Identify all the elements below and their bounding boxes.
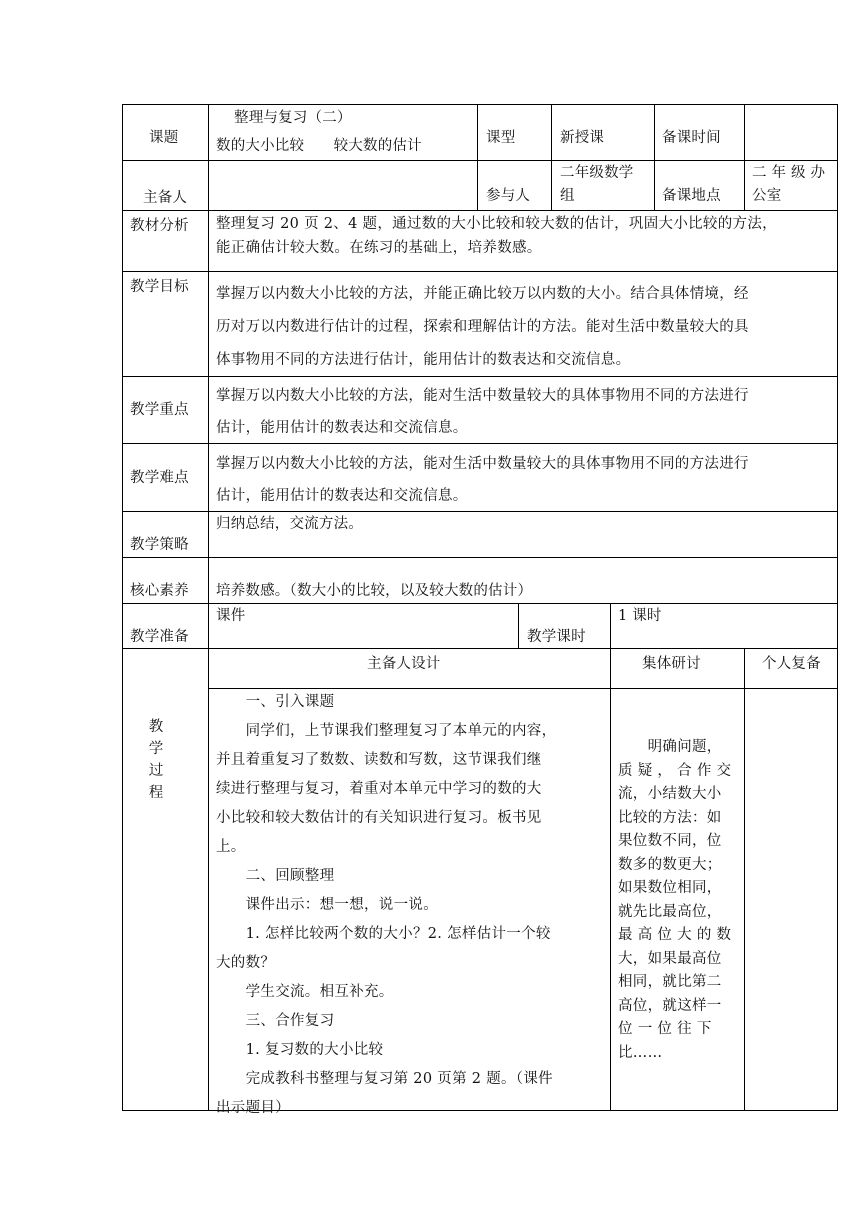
process-label-char: 教 xyxy=(148,719,164,735)
text-line: 流，小结数大小 xyxy=(618,786,722,802)
col-divider xyxy=(610,648,611,1111)
suyang-label: 核心素养 xyxy=(130,583,189,599)
text-line: 数多的数更大； xyxy=(618,856,722,873)
text-line: 大的数？ xyxy=(216,955,276,971)
text-line: 能正确估计较大数。在练习的基础上，培养数感。 xyxy=(216,240,542,256)
mubiao-text xyxy=(216,278,749,377)
main-design-text xyxy=(216,688,556,1123)
text-line: 高位，就这样一 xyxy=(618,997,722,1014)
text-line: 质 疑 ， 合 作 交 xyxy=(618,762,732,779)
text-line: 果位数不同，位 xyxy=(618,833,722,849)
jiaocai-label: 教材分析 xyxy=(130,218,189,234)
zhongdian-label: 教学重点 xyxy=(130,402,189,418)
text-line: 学生交流。相互补充。 xyxy=(216,984,394,1000)
process-label xyxy=(146,716,166,804)
label-column-divider xyxy=(208,104,209,1111)
text-line: 明确问题， xyxy=(618,739,722,755)
row-divider xyxy=(122,557,838,558)
text-line: 课件出示：想一想，说一说。 xyxy=(216,897,438,913)
mubiao-label: 教学目标 xyxy=(130,279,189,295)
text-line: 比…… xyxy=(618,1044,663,1061)
col-personal-header: 个人复备 xyxy=(762,656,821,672)
beike-place-value-line2: 公室 xyxy=(752,188,782,204)
beike-place-value-line1: 二 年 级 办 xyxy=(752,165,826,181)
kexing-label: 课型 xyxy=(486,130,516,146)
keti-value-line2: 数的大小比较 较大数的估计 xyxy=(216,138,422,154)
text-line: 掌握万以内数大小比较的方法，并能正确比较万以内数的大小。结合具体情境，经 xyxy=(216,286,749,302)
keshi-label: 教学课时 xyxy=(527,629,586,645)
col-divider xyxy=(744,648,745,1111)
text-line: 出示题目） xyxy=(216,1100,290,1116)
beike-place-label: 备课地点 xyxy=(662,188,721,204)
nandian-label: 教学难点 xyxy=(130,470,189,486)
zhunbei-value: 课件 xyxy=(216,608,246,624)
process-label-char: 过 xyxy=(148,763,164,779)
text-line: 估计，能用估计的数表达和交流信息。 xyxy=(216,420,468,436)
text-line: 同学们，上节课我们整理复习了本单元的内容， xyxy=(216,723,557,739)
jiaocai-text xyxy=(216,212,777,260)
text-line: 估计，能用估计的数表达和交流信息。 xyxy=(216,488,468,504)
table-border-right xyxy=(837,104,838,1111)
table-border-left xyxy=(122,104,123,1111)
beike-time-label: 备课时间 xyxy=(662,130,721,146)
text-line: 二、回顾整理 xyxy=(216,868,335,884)
text-line: 如果数位相同， xyxy=(618,880,722,896)
celue-label: 教学策略 xyxy=(130,537,189,553)
col-divider xyxy=(610,603,611,649)
text-line: 1. 怎样比较两个数的大小？2. 怎样估计一个较 xyxy=(216,926,551,942)
text-line: 完成教科书整理与复习第 20 页第 2 题。（课件 xyxy=(216,1071,553,1087)
zhunbei-label: 教学准备 xyxy=(130,629,189,645)
text-line: 相同，就比第二 xyxy=(618,974,722,990)
text-line: 小比较和较大数估计的有关知识进行复习。板书见 xyxy=(216,810,542,826)
text-line: 最 高 位 大 的 数 xyxy=(618,927,732,943)
celue-value: 归纳总结，交流方法。 xyxy=(216,516,363,532)
col-divider xyxy=(518,603,519,649)
process-label-char: 学 xyxy=(148,741,164,757)
text-line: 掌握万以内数大小比较的方法，能对生活中数量较大的具体事物用不同的方法进行 xyxy=(216,456,749,472)
text-line: 历对万以内数进行估计的过程，探索和理解估计的方法。能对生活中数量较大的具 xyxy=(216,319,749,335)
keti-value-line1: 整理与复习（二） xyxy=(234,110,352,126)
col-divider xyxy=(744,104,745,211)
row-divider xyxy=(122,210,838,211)
row-divider xyxy=(122,648,838,649)
col-divider xyxy=(551,104,552,211)
row-divider xyxy=(122,271,838,272)
canyuren-value-line1: 二年级数学 xyxy=(560,165,634,181)
kexing-value: 新授课 xyxy=(560,130,605,146)
text-line: 体事物用不同的方法进行估计，能用估计的数表达和交流信息。 xyxy=(216,352,631,368)
process-label-char: 程 xyxy=(148,785,164,801)
suyang-value: 培养数感。（数大小的比较，以及较大数的估计） xyxy=(216,583,533,599)
text-line: 整理复习 20 页 2、4 题，通过数的大小比较和较大数的估计，巩固大小比较的方法， xyxy=(216,216,777,232)
text-line: 就先比最高位， xyxy=(618,903,722,920)
zhubeiren-label: 主备人 xyxy=(143,190,188,206)
col-divider xyxy=(477,104,478,211)
table-border-top xyxy=(122,104,838,105)
row-divider xyxy=(122,160,838,161)
text-line: 1. 复习数的大小比较 xyxy=(216,1042,384,1058)
keti-label: 课题 xyxy=(149,130,179,146)
text-line: 比较的方法：如 xyxy=(618,809,722,826)
col-main-header: 主备人设计 xyxy=(367,656,441,672)
col-collective-header: 集体研讨 xyxy=(642,656,701,672)
text-line: 上。 xyxy=(216,839,246,855)
text-line: 一、引入课题 xyxy=(216,694,335,710)
collective-discussion-text xyxy=(618,736,731,1065)
canyuren-value-line2: 组 xyxy=(560,188,575,204)
text-line: 三、合作复习 xyxy=(216,1013,335,1029)
text-line: 位 一 位 往 下 xyxy=(618,1021,712,1037)
zhongdian-text xyxy=(216,380,749,444)
nandian-text xyxy=(216,448,749,512)
text-line: 掌握万以内数大小比较的方法，能对生活中数量较大的具体事物用不同的方法进行 xyxy=(216,388,749,404)
keshi-value: 1 课时 xyxy=(618,608,662,624)
row-divider xyxy=(122,603,838,604)
col-divider xyxy=(654,104,655,211)
text-line: 续进行整理与复习，着重对本单元中学习的数的大 xyxy=(216,781,542,797)
text-line: 并且着重复习了数数、读数和写数，这节课我们继 xyxy=(216,752,542,768)
text-line: 大，如果最高位 xyxy=(618,950,722,967)
canyuren-label: 参与人 xyxy=(486,188,531,204)
